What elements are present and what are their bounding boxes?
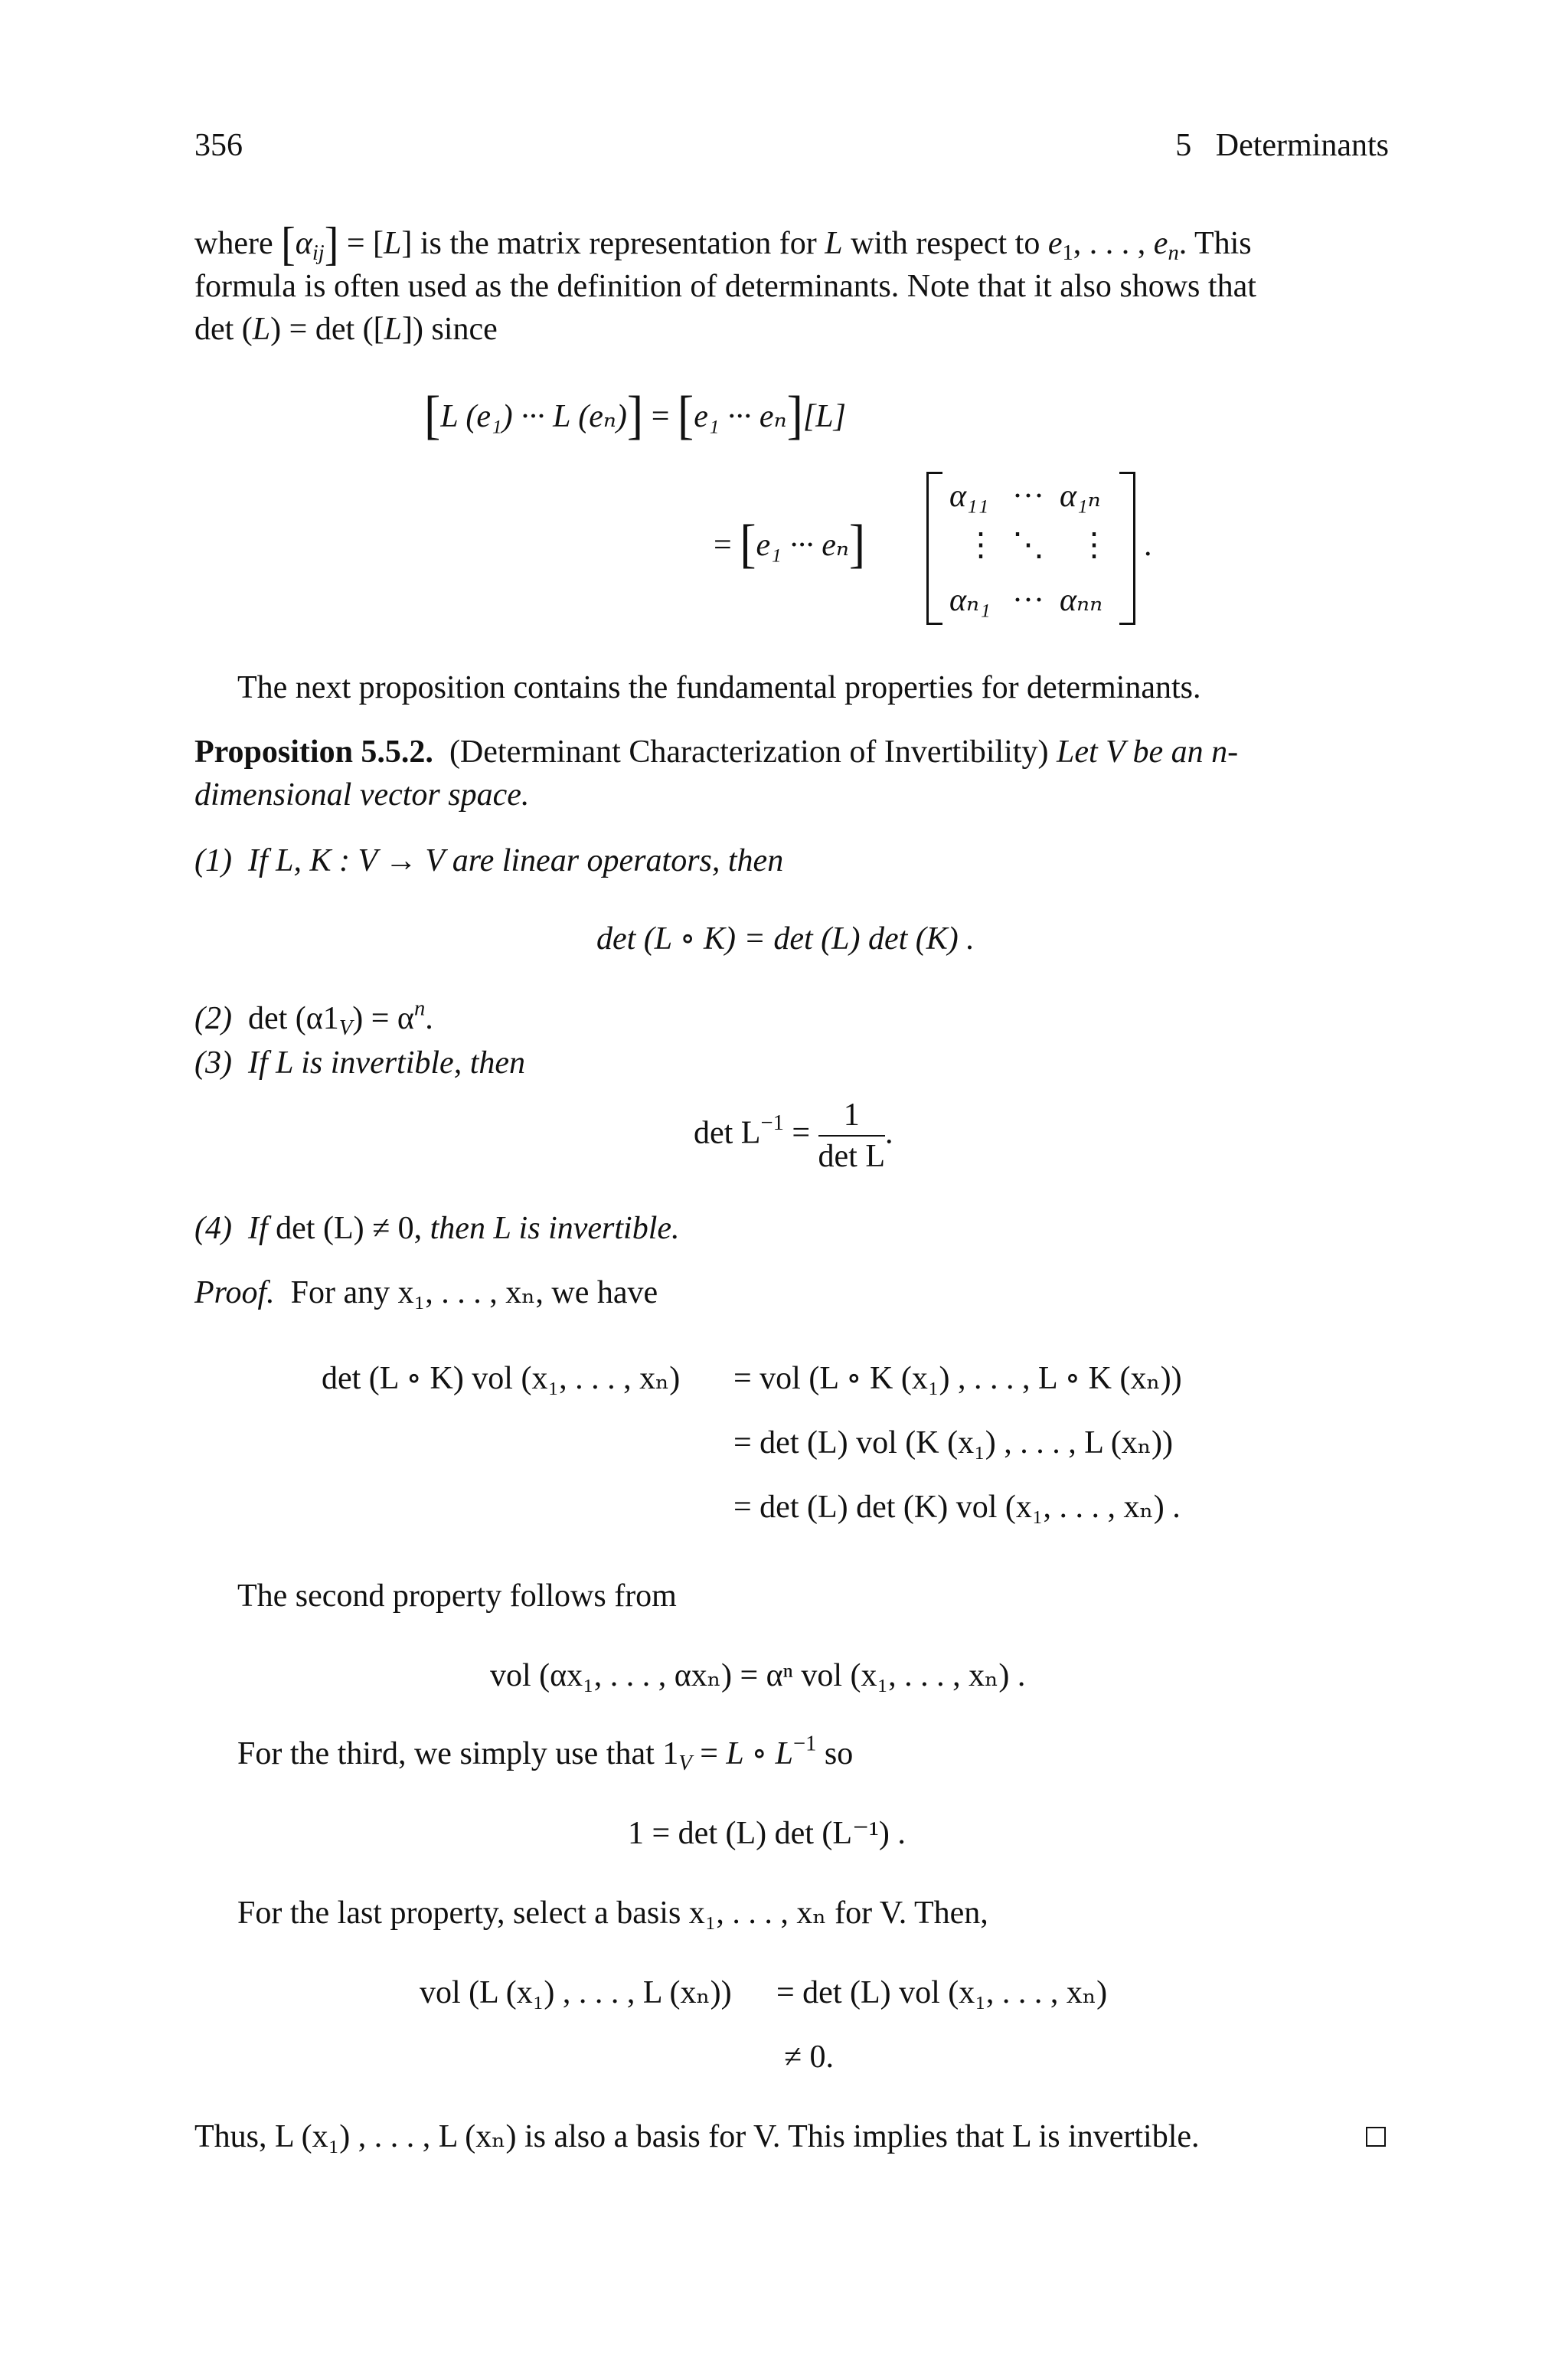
equation-item-3: $\det L^{-1}$ = $\frac{1}{\text{det L}}$ . [694,1095,893,1176]
proof-eq-last-lhs: vol (L (x₁) , . . . , L (xₙ)) [420,1975,732,2010]
matrix-cdots-2: ··· [1012,583,1044,618]
proposition-line-1: Proposition 5.5.2. (Determinant Characterization of Invertibility) Let V be an n- [194,734,1239,770]
intro-line-1: where $[\alpha_{ij}] = [L]$ is the matrix representation for L with respect to $e_1$, . . . , $e_n$. This [194,218,1252,271]
intro-line-2: formula is often used as the definition of determinants. Note that it also shows that [194,269,1256,304]
matrix-vdots-1: ⋮ [965,528,997,563]
matrix-an1: αₙ₁ [949,583,991,618]
proof-eq-last-rhs: = det (L) vol (x₁, . . . , xₙ) [776,1975,1108,2010]
item-1: (1) If L, K : V → V are linear operators, then [194,843,784,878]
proof-eq-c: = det (L) det (K) vol (x₁, . . . , xₙ) . [733,1490,1181,1525]
proof-second: The second property follows from [237,1578,677,1614]
item-4: (4) If det (L) ≠ 0, then L is invertible. [194,1211,680,1246]
matrix-period: . [1144,528,1152,563]
matrix-cdots-1: ··· [1012,479,1044,514]
matrix-a1n: α₁ₙ [1060,479,1101,514]
proof-intro: Proof. For any x₁, . . . , xₙ, we have [194,1275,658,1310]
proof-eq-a-rhs: = vol (L ∘ K (x₁) , . . . , L ∘ K (xₙ)) [733,1361,1182,1396]
proposition-label: Proposition 5.5.2. [194,734,433,770]
matrix-a11: α₁₁ [949,479,989,514]
proof-label: Proof. [194,1275,275,1310]
equation-matrix-row1: [L (e₁) ··· L (eₙ)] = [e₁ ··· eₙ][L] [424,384,846,445]
matrix-left-bracket [926,472,942,625]
intro-line-3: det (L) = det ([L]) since [194,312,498,347]
proof-eq-a-lhs: det (L ∘ K) vol (x₁, . . . , xₙ) [322,1361,681,1396]
chapter-number: 5 [1175,128,1192,163]
matrix-vdots-2: ⋮ [1078,528,1110,563]
qed-symbol [1366,2115,1386,2158]
proposition-title: (Determinant Characterization of Invertibility) [449,734,1049,770]
proposition-line-2: dimensional vector space. [194,777,530,813]
chapter-title: Determinants [1215,128,1389,163]
next-prop-text: The next proposition contains the fundamental properties for determinants. [237,670,1201,705]
item-3: (3) If L is invertible, then [194,1045,526,1081]
matrix-ann: αₙₙ [1060,583,1103,618]
matrix-ddots: ⋱ [1012,528,1044,563]
equation-item-1: det (L ∘ K) = det (L) det (K) . [596,921,975,957]
proof-eq-last-ne: ≠ 0. [784,2039,835,2075]
proof-conclusion: Thus, L (x₁) , . . . , L (xₙ) is also a basis for V. This implies that L is invertible. [194,2119,1200,2154]
proof-third: For the third, we simply use that $1_V = L$ ∘ $L^{-1}$ so [237,1732,854,1775]
page-number: 356 [194,128,243,163]
proof-eq-second: vol (αx₁, . . . , αxₙ) = αⁿ vol (x₁, . . . , xₙ) . [490,1658,1026,1693]
item-2: (2) $\det (\alpha 1_V) = \alpha^n$. [194,996,433,1040]
matrix-right-bracket [1119,472,1135,625]
running-header [1175,124,1389,167]
proof-eq-third: 1 = det (L) det (L⁻¹) . [628,1816,906,1851]
proof-eq-b: = det (L) vol (K (x₁) , . . . , L (xₙ)) [733,1425,1173,1460]
equation-matrix-row2: = [e₁ ··· eₙ] [714,513,866,574]
proof-last: For the last property, select a basis x₁, . . . , xₙ for V. Then, [237,1896,988,1931]
